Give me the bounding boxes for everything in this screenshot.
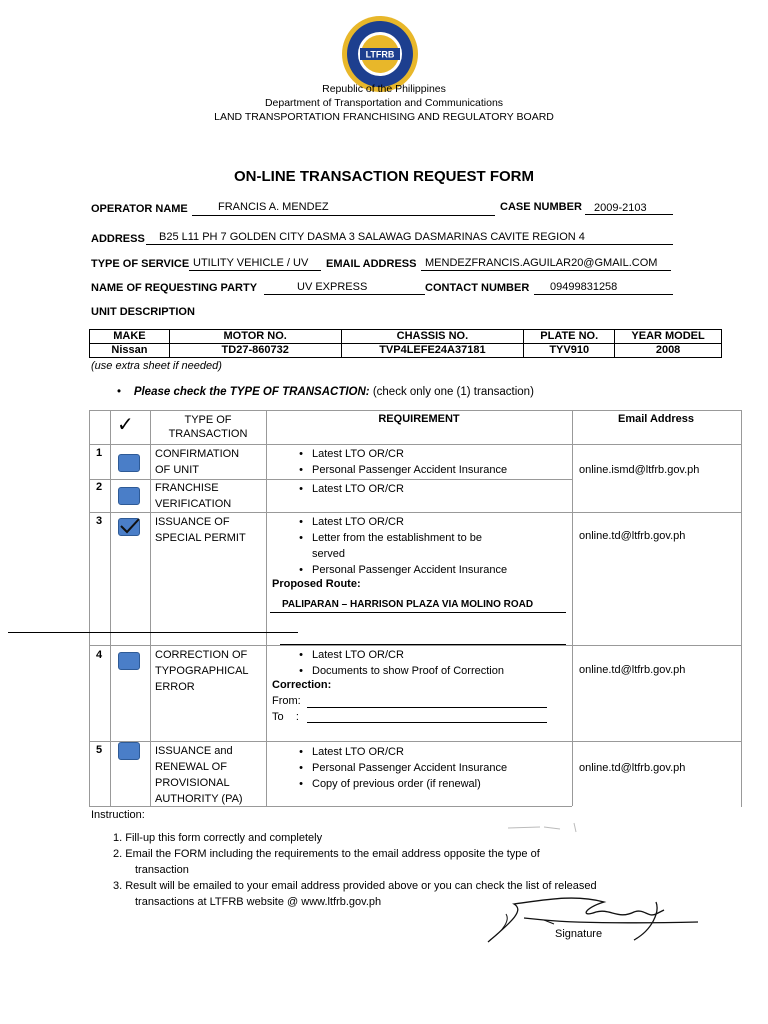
cell-chassis-no[interactable]: TVP4LEFE24A37181 xyxy=(341,344,524,358)
type-line: VERIFICATION xyxy=(155,498,232,510)
requirement-item: Personal Passenger Accident Insurance xyxy=(312,762,508,774)
requirement-item: Copy of previous order (if renewal) xyxy=(312,778,481,790)
type-line: OF UNIT xyxy=(155,464,199,476)
handwritten-signature xyxy=(484,890,704,950)
transaction-type-special-permit xyxy=(155,514,246,546)
row-number: 5 xyxy=(96,744,103,756)
col-header-year-model: YEAR MODEL xyxy=(615,330,722,344)
type-line: ISSUANCE and xyxy=(155,745,233,757)
requirements-list: • Latest LTO OR/CR • Documents to show Proof of Correction xyxy=(299,649,504,677)
type-header-line2: TRANSACTION xyxy=(168,428,248,440)
correction-from-field[interactable] xyxy=(307,707,547,708)
requesting-party-value[interactable]: UV EXPRESS xyxy=(297,281,368,293)
requirement-item: served xyxy=(312,548,346,560)
type-of-service-value[interactable]: UTILITY VEHICLE / UV xyxy=(193,257,309,269)
requirements-list: • Latest LTO OR/CR • Personal Passenger Accident Insurance xyxy=(299,448,508,476)
row-number: 2 xyxy=(96,481,103,493)
requirement-header: REQUIREMENT xyxy=(378,413,460,425)
header-agency: LAND TRANSPORTATION FRANCHISING AND REGULATORY BOARD xyxy=(214,111,554,123)
transaction-type-confirmation xyxy=(155,446,239,478)
instruction-title: Instruction: xyxy=(91,809,145,821)
requirement-item: Latest LTO OR/CR xyxy=(312,448,404,460)
case-number-value[interactable]: 2009-2103 xyxy=(594,202,647,214)
signature-label: Signature xyxy=(555,928,603,940)
unit-description-table xyxy=(89,329,722,358)
transaction-instruction xyxy=(117,386,534,398)
bullet-icon: • xyxy=(117,386,122,398)
type-line: CONFIRMATION xyxy=(155,448,240,460)
type-header-line1: TYPE OF xyxy=(184,414,232,426)
requirement-item: Latest LTO OR/CR xyxy=(312,746,404,758)
requirement-item: Latest LTO OR/CR xyxy=(312,516,404,528)
email-header: Email Address xyxy=(617,413,694,425)
instruction-plain: (check only one (1) transaction) xyxy=(369,386,534,398)
email-address-value[interactable]: MENDEZFRANCIS.AGUILAR20@GMAIL.COM xyxy=(425,257,658,269)
faint-scribble-mark xyxy=(500,818,590,838)
type-line: ERROR xyxy=(155,681,195,693)
requirement-item: Latest LTO OR/CR xyxy=(312,483,404,495)
unit-description-label: UNIT DESCRIPTION xyxy=(91,306,195,318)
correction-label: Correction: xyxy=(272,679,332,691)
email-address-label: EMAIL ADDRESS xyxy=(326,258,417,270)
transaction-type-franchise xyxy=(155,480,231,512)
checkbox-franchise-verification[interactable] xyxy=(118,487,140,505)
cell-year-model[interactable]: 2008 xyxy=(615,344,722,358)
checkmark-header-icon: ✓ xyxy=(117,414,134,436)
operator-name-label: OPERATOR NAME xyxy=(91,203,188,215)
proposed-route-value[interactable]: PALIPARAN – HARRISON PLAZA VIA MOLINO ROAD xyxy=(282,599,534,610)
header-republic: Republic of the Philippines xyxy=(322,83,446,95)
type-line: TYPOGRAPHICAL xyxy=(155,665,249,677)
type-of-service-label: TYPE OF SERVICE xyxy=(91,258,190,270)
email-td-special-permit[interactable]: online.td@ltfrb.gov.ph xyxy=(579,530,686,542)
col-header-chassis-no: CHASSIS NO. xyxy=(341,330,524,344)
requirement-item: Personal Passenger Accident Insurance xyxy=(312,464,508,476)
email-ismd[interactable]: online.ismd@ltfrb.gov.ph xyxy=(579,464,700,476)
instruction-item: 1. Fill-up this form correctly and completely xyxy=(113,832,323,844)
requirement-item: Personal Passenger Accident Insurance xyxy=(312,564,508,576)
transaction-type-provisional xyxy=(155,743,243,807)
correction-from-label: From: xyxy=(272,695,301,707)
instruction-italic: Please check the TYPE OF TRANSACTION: xyxy=(133,386,370,398)
requirements-list: • Latest LTO OR/CR xyxy=(299,483,404,495)
extra-sheet-note: (use extra sheet if needed) xyxy=(91,360,222,372)
case-number-label: CASE NUMBER xyxy=(500,201,582,213)
type-line: FRANCHISE xyxy=(155,482,219,494)
checkbox-provisional-authority[interactable] xyxy=(118,742,140,760)
requirements-list: • Latest LTO OR/CR • Personal Passenger Accident Insurance • Copy of previous order (if renewal) xyxy=(299,746,508,790)
proposed-route-label: Proposed Route: xyxy=(272,578,361,590)
cell-motor-no[interactable]: TD27-860732 xyxy=(169,344,341,358)
address-label: ADDRESS xyxy=(91,233,145,245)
type-line: CORRECTION OF xyxy=(155,649,248,661)
checkbox-correction-typographical[interactable] xyxy=(118,652,140,670)
checkbox-issuance-special-permit[interactable] xyxy=(118,518,140,536)
instruction-item: transaction xyxy=(135,864,189,876)
instruction-item: 2. Email the FORM including the requirements to the email address opposite the type of xyxy=(113,848,540,860)
checkmark-icon xyxy=(118,518,140,536)
svg-text:LTFRB: LTFRB xyxy=(365,49,395,60)
cell-make[interactable]: Nissan xyxy=(90,344,170,358)
correction-to-label: To : xyxy=(272,711,299,723)
requesting-party-label: NAME OF REQUESTING PARTY xyxy=(91,282,258,294)
col-header-plate-no: PLATE NO. xyxy=(524,330,615,344)
header-department: Department of Transportation and Communications xyxy=(264,97,504,109)
transaction-type-correction xyxy=(155,647,249,695)
row-number: 1 xyxy=(96,447,103,459)
requirement-item: Letter from the establishment to be xyxy=(312,532,482,544)
email-td-provisional[interactable]: online.td@ltfrb.gov.ph xyxy=(579,762,686,774)
ltfrb-seal-logo xyxy=(340,14,420,94)
contact-number-value[interactable]: 09499831258 xyxy=(550,281,618,293)
row-number: 4 xyxy=(96,649,103,661)
type-line: PROVISIONAL xyxy=(155,777,230,789)
address-value[interactable]: B25 L11 PH 7 GOLDEN CITY DASMA 3 SALAWAG DASMARINAS CAVITE REGION 4 xyxy=(159,231,585,243)
col-header-motor-no: MOTOR NO. xyxy=(169,330,341,344)
instruction-item: 3. Result will be emailed to your email address provided above or you can check the list of released xyxy=(113,880,597,892)
requirement-item: Documents to show Proof of Correction xyxy=(312,665,504,677)
cell-plate-no[interactable]: TYV910 xyxy=(524,344,615,358)
type-of-transaction-header xyxy=(150,413,266,441)
requirement-item: Latest LTO OR/CR xyxy=(312,649,404,661)
type-line: SPECIAL PERMIT xyxy=(155,532,246,544)
type-line: RENEWAL OF xyxy=(155,761,227,773)
email-td-correction[interactable]: online.td@ltfrb.gov.ph xyxy=(579,664,686,676)
contact-number-label: CONTACT NUMBER xyxy=(425,282,530,294)
checkbox-confirmation-of-unit[interactable] xyxy=(118,454,140,472)
form-title: ON-LINE TRANSACTION REQUEST FORM xyxy=(234,168,534,185)
correction-to-field[interactable] xyxy=(307,722,547,723)
row-number: 3 xyxy=(96,515,103,527)
type-line: ISSUANCE OF xyxy=(155,516,230,528)
col-header-make: MAKE xyxy=(90,330,170,344)
type-line: AUTHORITY (PA) xyxy=(155,793,243,805)
requirements-list: • Latest LTO OR/CR • Letter from the establishment to be served • Personal Passenger Accident Insurance xyxy=(299,516,508,576)
operator-name-value[interactable]: FRANCIS A. MENDEZ xyxy=(218,201,329,213)
instruction-item: transactions at LTFRB website @ www.ltfrb.gov.ph xyxy=(135,896,382,908)
